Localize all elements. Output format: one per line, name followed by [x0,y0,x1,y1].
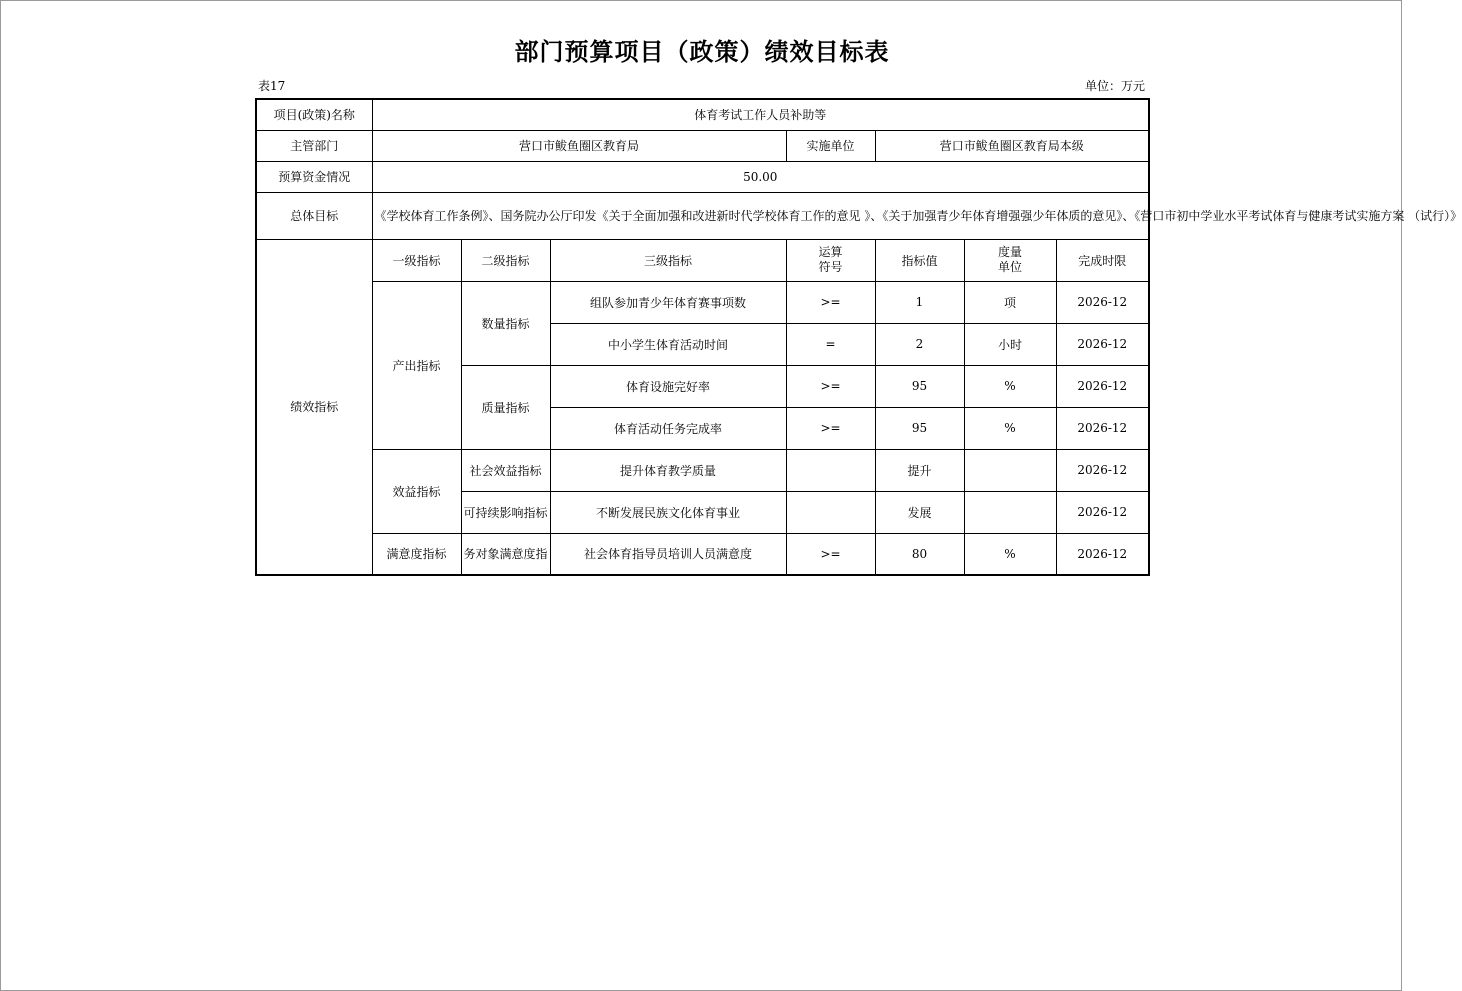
subgroup-quality: 质量指标 [461,365,550,449]
table-row [256,281,1149,323]
indicator-value: 发展 [875,491,964,533]
header-level1: 一级指标 [372,239,461,281]
indicator-op: >= [786,407,875,449]
indicator-deadline: 2026-12 [1056,365,1149,407]
header-operator: 运算 符号 [786,239,875,281]
header-deadline: 完成时限 [1056,239,1149,281]
perf-label: 绩效指标 [256,239,372,575]
goal-label: 总体目标 [256,192,372,239]
indicator-value: 1 [875,281,964,323]
indicator-value: 80 [875,533,964,575]
indicator-deadline: 2026-12 [1056,491,1149,533]
budget-row [256,161,1149,192]
indicator-value: 95 [875,407,964,449]
subgroup-service: 务对象满意度指 [461,533,550,575]
project-row [256,99,1149,130]
indicator-op: >= [786,365,875,407]
group-output: 产出指标 [372,281,461,449]
table-number: 表17 [258,79,286,93]
indicator-op [786,449,875,491]
indicator-op: = [786,323,875,365]
indicator-name: 体育设施完好率 [550,365,786,407]
goal-row [256,192,1149,239]
indicator-unit: % [964,407,1056,449]
indicator-deadline: 2026-12 [1056,533,1149,575]
header-level3: 三级指标 [550,239,786,281]
indicator-value: 95 [875,365,964,407]
dept-row [256,130,1149,161]
dept-label: 主管部门 [256,130,372,161]
performance-table [255,98,1462,576]
indicator-value: 2 [875,323,964,365]
budget-label: 预算资金情况 [256,161,372,192]
subgroup-social: 社会效益指标 [461,449,550,491]
dept-name: 营口市鲅鱼圈区教育局 [372,130,786,161]
group-satisfaction: 满意度指标 [372,533,461,575]
indicator-op: >= [786,281,875,323]
header-unit: 度量 单位 [964,239,1056,281]
subgroup-sustain: 可持续影响指标 [461,491,550,533]
impl-name: 营口市鲅鱼圈区教育局本级 [875,130,1149,161]
indicator-value: 提升 [875,449,964,491]
indicator-unit: 项 [964,281,1056,323]
indicator-op [786,491,875,533]
indicator-op: >= [786,533,875,575]
indicator-deadline: 2026-12 [1056,449,1149,491]
indicator-deadline: 2026-12 [1056,407,1149,449]
project-name: 体育考试工作人员补助等 [372,99,1149,130]
indicator-name: 社会体育指导员培训人员满意度 [550,533,786,575]
header-value: 指标值 [875,239,964,281]
budget-value: 50.00 [372,161,1149,192]
unit-label: 单位：万元 [1084,79,1145,93]
indicator-name: 提升体育教学质量 [550,449,786,491]
goal-text: 《学校体育工作条例》、国务院办公厅印发《关于全面加强和改进新时代学校体育工作的意见 》、《关于加强青少年体育增强强少年体质的意见》、《营口市初中学业水平考试体育与健康考试实施方案 （试行）》 [372,192,1149,239]
indicator-unit [964,449,1056,491]
table-row [256,449,1149,491]
impl-label: 实施单位 [786,130,875,161]
header-row [256,239,1149,281]
indicator-unit: 小时 [964,323,1056,365]
indicator-deadline: 2026-12 [1056,323,1149,365]
indicator-name: 组队参加青少年体育赛事项数 [550,281,786,323]
subgroup-quantity: 数量指标 [461,281,550,365]
page-title: 部门预算项目（政策）绩效目标表 [514,38,890,66]
table-row [256,533,1149,575]
indicator-name: 不断发展民族文化体育事业 [550,491,786,533]
indicator-unit: % [964,533,1056,575]
header-level2: 二级指标 [461,239,550,281]
project-label: 项目(政策)名称 [256,99,372,130]
indicator-name: 中小学生体育活动时间 [550,323,786,365]
indicator-unit: % [964,365,1056,407]
indicator-unit [964,491,1056,533]
indicator-deadline: 2026-12 [1056,281,1149,323]
indicator-name: 体育活动任务完成率 [550,407,786,449]
group-benefit: 效益指标 [372,449,461,533]
